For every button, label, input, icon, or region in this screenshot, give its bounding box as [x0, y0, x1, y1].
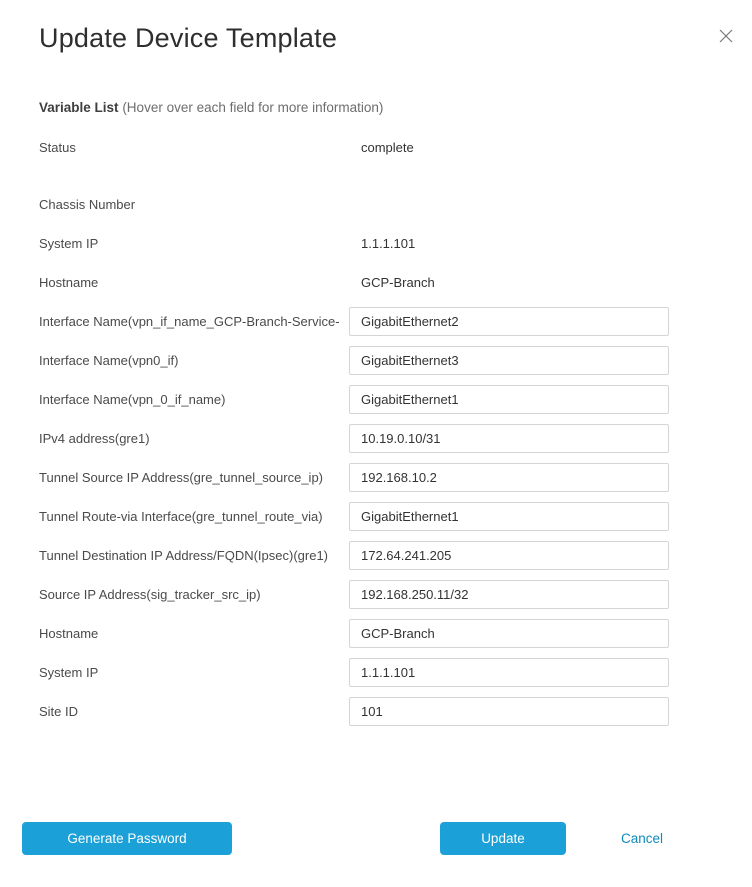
field-label: System IP: [39, 235, 99, 251]
row-tunnel-source-ip: [39, 463, 752, 492]
system-ip-value: 1.1.1.101: [361, 235, 416, 251]
system-ip-input[interactable]: [349, 658, 669, 687]
generate-password-button[interactable]: Generate Password: [22, 822, 232, 855]
ipv4-address-gre1-input[interactable]: [349, 424, 669, 453]
field-label: Hostname: [39, 274, 99, 290]
row-source-ip-tracker: [39, 580, 752, 609]
site-id-input[interactable]: [349, 697, 669, 726]
source-ip-tracker-input[interactable]: [349, 580, 669, 609]
variable-list: [39, 133, 752, 726]
status-value: complete: [361, 139, 414, 155]
field-label: Site ID: [39, 703, 79, 719]
hostname-value: GCP-Branch: [361, 274, 435, 290]
row-interface-name-service: [39, 307, 752, 336]
tunnel-route-via-input[interactable]: [349, 502, 669, 531]
row-site-id: [39, 697, 752, 726]
row-interface-name-vpn0-if: [39, 346, 752, 375]
variable-list-label: Variable List: [39, 100, 119, 116]
update-button[interactable]: Update: [440, 822, 566, 855]
row-system-ip-input: [39, 658, 752, 687]
field-label: Source IP Address(sig_tracker_src_ip): [39, 586, 261, 602]
row-chassis-number: [39, 190, 752, 219]
row-system-ip-static: [39, 229, 752, 258]
field-label: Chassis Number: [39, 196, 136, 212]
variable-list-heading: [39, 100, 752, 116]
field-label: Tunnel Route-via Interface(gre_tunnel_route_via): [39, 508, 323, 524]
variable-list-hint: (Hover over each field for more information): [122, 100, 384, 116]
row-hostname-static: [39, 268, 752, 297]
dialog-footer: [0, 822, 752, 855]
interface-name-vpn0-if-input[interactable]: [349, 346, 669, 375]
field-label: Hostname: [39, 625, 99, 641]
row-tunnel-destination-ip: [39, 541, 752, 570]
interface-name-service-input[interactable]: [349, 307, 669, 336]
field-label: Interface Name(vpn_0_if_name): [39, 391, 226, 407]
row-hostname-input: [39, 619, 752, 648]
field-label: Interface Name(vpn_if_name_GCP-Branch-Service-: [39, 313, 340, 329]
cancel-button[interactable]: Cancel: [620, 831, 663, 846]
row-interface-name-vpn-0-if-name: [39, 385, 752, 414]
field-label: Status: [39, 139, 76, 155]
field-label: IPv4 address(gre1): [39, 430, 150, 446]
close-icon: [719, 29, 733, 46]
hostname-input[interactable]: [349, 619, 669, 648]
dialog-title: Update Device Template: [39, 23, 338, 53]
tunnel-destination-ip-input[interactable]: [349, 541, 669, 570]
field-label: Tunnel Source IP Address(gre_tunnel_source_ip): [39, 469, 324, 485]
field-label: Interface Name(vpn0_if): [39, 352, 179, 368]
interface-name-vpn-0-if-name-input[interactable]: [349, 385, 669, 414]
tunnel-source-ip-input[interactable]: [349, 463, 669, 492]
row-status: [39, 133, 752, 162]
field-label: System IP: [39, 664, 99, 680]
row-tunnel-route-via: [39, 502, 752, 531]
close-button[interactable]: [716, 27, 736, 47]
row-ipv4-address-gre1: [39, 424, 752, 453]
field-label: Tunnel Destination IP Address/FQDN(Ipsec)(gre1): [39, 547, 329, 563]
